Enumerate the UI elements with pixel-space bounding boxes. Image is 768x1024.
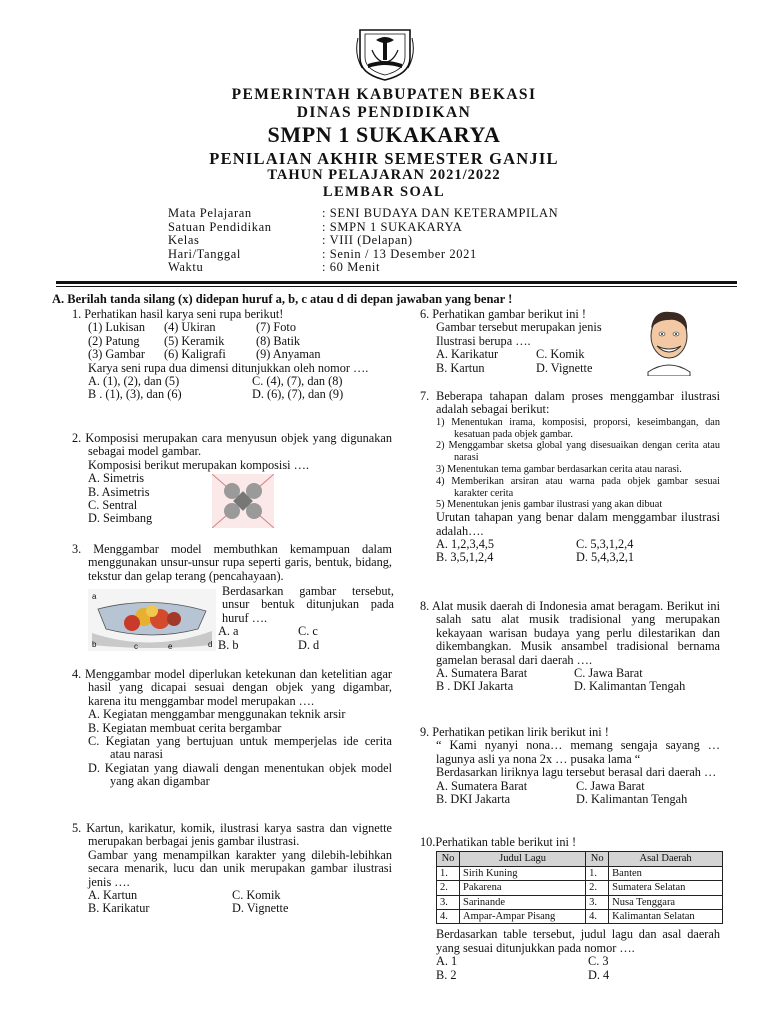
info-row: Waktu : 60 Menit <box>168 260 381 275</box>
info-row: Kelas : VIII (Delapan) <box>168 233 413 248</box>
list-item: 5) Menentukan jenis gambar ilustrasi yang akan dibuat <box>436 499 663 511</box>
lyric-quote: “ Kami nyanyi nona… memang sengaja sayang … lagunya asli ya nona 2x … pusaka lama “ <box>436 738 720 766</box>
option-a[interactable]: A. Sumatera Barat <box>436 778 528 793</box>
option-c[interactable]: C. Jawa Barat <box>576 778 645 793</box>
question-7 <box>420 390 720 565</box>
option-d[interactable]: D. 4 <box>588 967 610 982</box>
list-item: 2) Menggambar sketsa global yang disesuaikan dengan cerita atau narasi <box>436 440 720 464</box>
song-table <box>436 851 723 924</box>
option-d[interactable]: D. Seimbang <box>88 511 153 526</box>
header-department: DINAS PENDIDIKAN <box>296 104 472 121</box>
option-a[interactable]: A. a <box>218 624 239 639</box>
option-d[interactable]: D. d <box>298 637 320 652</box>
question-3-right <box>218 584 394 652</box>
question-text: Berdasarkan gambar tersebut, unsur bentuk ditunjukan pada huruf …. <box>222 584 394 625</box>
option-c[interactable]: C. c <box>298 624 318 639</box>
option-c[interactable]: C. (4), (7), dan (8) <box>252 374 343 389</box>
list-item: 3) Menentukan tema gambar berdasarkan cerita atau narasi. <box>436 464 682 475</box>
question-8 <box>420 600 720 694</box>
label-a: a <box>92 592 97 601</box>
table-row: 4. Ampar-Ampar Pisang 4. Kalimantan Selatan <box>437 910 723 924</box>
option-d[interactable]: D. Kegiatan yang diawali dengan menentukan objek model yang akan digambar <box>88 760 392 789</box>
option-a[interactable]: A. 1 <box>436 954 458 969</box>
info-row: Satuan Pendidikan : SMPN 1 SUKAKARYA <box>168 219 463 234</box>
question-stem: 10.Perhatikan table berikut ini ! <box>420 835 577 849</box>
question-text: Gambar tersebut merupakan jenis Ilustrasi berupa …. <box>436 320 602 348</box>
question-10 <box>420 836 720 982</box>
option-b[interactable]: B. Karikatur <box>88 901 150 916</box>
question-text: Gambar yang menampilkan karakter yang dilebih-lebihkan secara menarik, lucu dan unik merupakan gambar ilustrasi jenis …. <box>88 847 392 889</box>
table-header: No <box>437 852 460 866</box>
option-d[interactable]: D. 5,4,3,2,1 <box>576 550 635 565</box>
question-1 <box>72 308 394 402</box>
option-b[interactable]: B. DKI Jakarta <box>436 792 511 807</box>
question-stem: 5. Kartun, karikatur, komik, ilustrasi karya sastra dan vignette merupakan berbagai jenis gambar ilustrasi. <box>72 821 392 849</box>
option-b[interactable]: B. 2 <box>436 967 457 982</box>
option-c[interactable]: C. 5,3,1,2,4 <box>576 537 634 551</box>
table-header-row <box>437 852 723 866</box>
question-3 <box>72 543 392 583</box>
option-b[interactable]: B . (1), (3), dan (6) <box>88 387 182 402</box>
option-b[interactable]: B . DKI Jakarta <box>436 679 514 694</box>
option-c[interactable]: C. Kegiatan yang bertujuan untuk memperjelas ide cerita atau narasi <box>88 734 392 762</box>
option-a[interactable]: A. Sumatera Barat <box>436 666 528 681</box>
answer-options <box>420 955 720 982</box>
still-life-image <box>88 589 216 651</box>
option-a[interactable]: A. Kartun <box>88 888 138 903</box>
regency-emblem <box>354 24 416 82</box>
question-stem: 2. Komposisi merupakan cara menyusun objek yang digunakan sebagai model gambar. <box>72 431 392 459</box>
option-c[interactable]: C. Komik <box>536 347 585 362</box>
answer-options <box>420 538 720 565</box>
table-header: No <box>586 852 609 866</box>
option-c[interactable]: C. Sentral <box>88 498 138 513</box>
question-text: Karya seni rupa dua dimensi ditunjukkan oleh nomor …. <box>88 360 369 375</box>
option-a[interactable]: A. Karikatur <box>436 347 499 362</box>
info-row: Hari/Tanggal : Senin / 13 Desember 2021 <box>168 246 477 261</box>
label-c: c <box>134 642 138 651</box>
artwork-list: (1) Lukisan (4) Ukiran (7) Foto (2) Patung (5) Keramik (8) Batik (3) Gambar (6) Kaligrafi (9) Anyaman <box>88 320 321 362</box>
question-stem: 6. Perhatikan gambar berikut ini ! <box>420 307 586 321</box>
option-d[interactable]: D. Vignette <box>536 360 593 375</box>
info-row: Mata Pelajaran : SENI BUDAYA DAN KETERAMPILAN <box>168 206 559 220</box>
label-e: e <box>168 642 173 651</box>
question-stem: 4. Menggambar model diperlukan ketekunan dan ketelitian agar hasil yang dicapai sesuai dengan objek yang digambar, karena itu menggambar model merupakan …. <box>72 667 392 708</box>
header-government: PEMERINTAH KABUPATEN BEKASI <box>231 86 537 103</box>
question-4 <box>72 668 392 789</box>
question-9 <box>420 726 720 806</box>
option-d[interactable]: D. (6), (7), dan (9) <box>252 387 344 402</box>
option-c[interactable]: C. Komik <box>232 888 281 903</box>
exam-info <box>168 207 558 275</box>
question-stem: 9. Perhatikan petikan lirik berikut ini ! <box>420 725 609 739</box>
steps-list <box>420 417 720 511</box>
question-text: Urutan tahapan yang benar dalam menggambar ilustrasi adalah…. <box>436 510 720 538</box>
question-text: Komposisi berikut merupakan komposisi …. <box>88 457 309 472</box>
header-exam: PENILAIAN AKHIR SEMESTER GANJIL <box>209 149 559 168</box>
option-d[interactable]: D. Vignette <box>232 901 289 916</box>
caricature-image <box>640 306 698 376</box>
header-divider-thin <box>56 286 737 287</box>
question-6 <box>420 308 630 375</box>
composition-image <box>212 474 274 528</box>
answer-options <box>420 348 630 375</box>
question-text: Berdasarkan table tersebut, judul lagu dan asal daerah yang sesuai ditunjukkan pada nomor …. <box>436 927 720 955</box>
table-row: 1. Sirih Kuning 1. Banten <box>437 866 723 880</box>
option-a[interactable]: A. (1), (2), dan (5) <box>88 374 180 389</box>
option-b[interactable]: B. Kegiatan membuat cerita bergambar <box>88 720 282 735</box>
answer-options <box>72 375 394 402</box>
answer-options <box>72 889 392 916</box>
option-b[interactable]: B. 3,5,1,2,4 <box>436 550 494 565</box>
option-a[interactable]: A. Kegiatan menggambar menggunakan teknik arsir <box>88 707 346 722</box>
option-a[interactable]: A. Simetris <box>88 471 145 486</box>
label-b: b <box>92 640 97 649</box>
table-header: Judul Lagu <box>460 852 586 866</box>
answer-options <box>218 625 394 652</box>
question-stem: 3. Menggambar model membuthkan kemampuan dalam menggunakan unsur-unsur rupa seperti garis, bentuk, bidang, tekstur dan gelap terang (pencahayaan). <box>72 542 392 583</box>
option-b[interactable]: B. b <box>218 637 239 652</box>
option-d[interactable]: D. Kalimantan Tengah <box>576 792 688 807</box>
answer-options <box>420 780 720 807</box>
table-header: Asal Daerah <box>609 852 723 866</box>
option-d[interactable]: D. Kalimantan Tengah <box>574 679 686 694</box>
question-stem: 8. Alat musik daerah di Indonesia amat beragam. Berikut ini salah satu alat musik tradisional yang merupakan kekayaan warisan budaya yang perlu dilestarikan dan dikembangkan. Musik ansambel tradisional bernama gamelan berasal dari daerah …. <box>420 599 720 667</box>
option-b[interactable]: B. Kartun <box>436 360 485 375</box>
question-5 <box>72 822 392 916</box>
header-divider <box>56 281 737 284</box>
question-stem: 1. Perhatikan hasil karya seni rupa berikut! <box>72 307 284 321</box>
table-row: 3. Sarinande 3. Nusa Tenggara <box>437 895 723 909</box>
option-b[interactable]: B. Asimetris <box>88 484 150 499</box>
question-text: Berdasarkan liriknya lagu tersebut berasal dari daerah … <box>436 765 717 780</box>
answer-options <box>72 708 392 788</box>
table-row: 2. Pakarena 2. Sumatera Selatan <box>437 881 723 895</box>
answer-options <box>420 667 720 694</box>
section-instruction: A. Berilah tanda silang (x) didepan huruf a, b, c atau d di depan jawaban yang benar ! <box>52 292 513 306</box>
label-d: d <box>208 640 213 649</box>
list-item: 1) Menentukan irama, komposisi, proporsi, keseimbangan, dan kesatuan pada objek gambar. <box>436 416 720 440</box>
list-item: 4) Memberikan arsiran atau warna pada objek gambar sesuai karakter cerita <box>436 475 720 499</box>
header-sheet: LEMBAR SOAL <box>322 184 446 200</box>
option-c[interactable]: C. Jawa Barat <box>574 666 643 681</box>
header-year: TAHUN PELAJARAN 2021/2022 <box>267 167 501 183</box>
question-stem: 7. Beberapa tahapan dalam proses menggambar ilustrasi adalah sebagai berikut: <box>420 389 720 417</box>
option-a[interactable]: A. 1,2,3,4,5 <box>436 537 495 551</box>
header-school: SMPN 1 SUKAKARYA <box>267 122 501 147</box>
option-c[interactable]: C. 3 <box>588 954 609 969</box>
